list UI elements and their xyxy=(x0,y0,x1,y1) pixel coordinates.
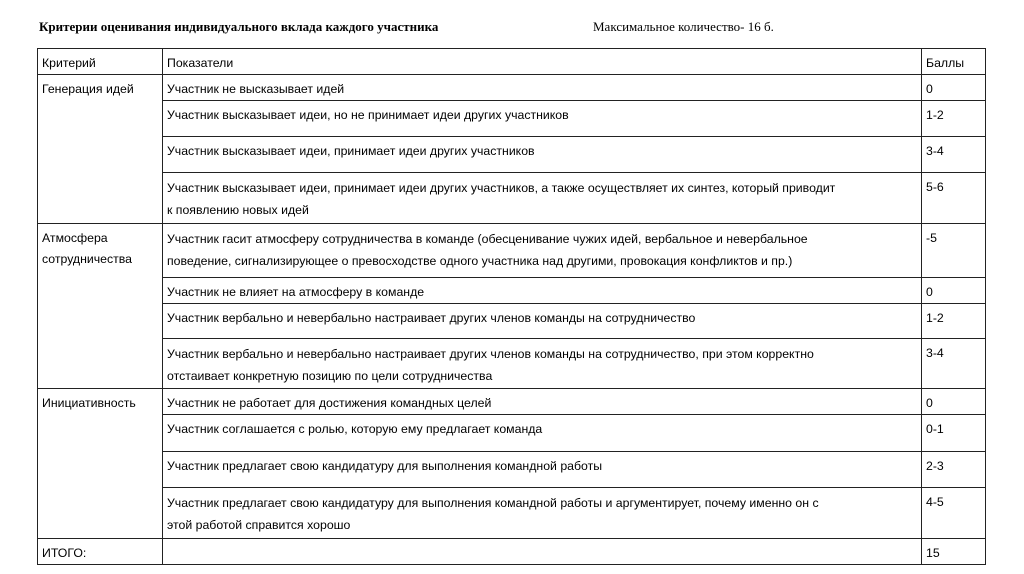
table-row xyxy=(38,101,986,137)
indicator-cell: Участник предлагает свою кандидатуру для выполнения командной работы и аргументирует, почему именно он с этой работой справится хорошо xyxy=(163,488,922,539)
indicator-cell: Участник не влияет на атмосферу в команде xyxy=(163,278,922,304)
indicator-cell: Участник не работает для достижения командных целей xyxy=(163,389,922,415)
total-empty xyxy=(163,539,922,565)
points-cell: 0-1 xyxy=(922,415,986,452)
total-label: ИТОГО: xyxy=(38,539,163,565)
table-row xyxy=(38,415,986,452)
indicator-cell: Участник вербально и невербально настраивает других членов команды на сотрудничество xyxy=(163,304,922,339)
criteria-table xyxy=(37,48,986,565)
points-cell: 1-2 xyxy=(922,304,986,339)
table-row xyxy=(38,488,986,539)
points-cell: 0 xyxy=(922,75,986,101)
table-row xyxy=(38,339,986,389)
table-row xyxy=(38,173,986,224)
points-cell: 3-4 xyxy=(922,137,986,173)
points-cell: 5-6 xyxy=(922,173,986,224)
points-cell: 0 xyxy=(922,389,986,415)
indicator-cell: Участник соглашается с ролью, которую ему предлагает команда xyxy=(163,415,922,452)
header-points: Баллы xyxy=(922,49,986,75)
total-row xyxy=(38,539,986,565)
indicator-cell: Участник высказывает идеи, принимает идеи других участников, а также осуществляет их синтез, который приводит к появлению новых идей xyxy=(163,173,922,224)
points-cell: 3-4 xyxy=(922,339,986,389)
indicator-cell: Участник вербально и невербально настраивает других членов команды на сотрудничество, при этом корректно отстаивает конкретную позицию по цели сотрудничества xyxy=(163,339,922,389)
table-row xyxy=(38,304,986,339)
max-score: Максимальное количество- 16 б. xyxy=(593,19,774,34)
criterion-cell: Атмосфера сотрудничества xyxy=(38,224,163,389)
points-cell: 4-5 xyxy=(922,488,986,539)
points-cell: 2-3 xyxy=(922,452,986,488)
indicator-cell: Участник предлагает свою кандидатуру для выполнения командной работы xyxy=(163,452,922,488)
indicator-cell: Участник высказывает идеи, но не принимает идеи других участников xyxy=(163,101,922,137)
criterion-cell: Генерация идей xyxy=(38,75,163,224)
indicator-cell: Участник высказывает идеи, принимает идеи других участников xyxy=(163,137,922,173)
indicator-cell: Участник гасит атмосферу сотрудничества в команде (обесценивание чужих идей, вербальное и невербальное поведение, сигнализирующее о превосходстве одного участника над другими, провокация конфликтов и пр.) xyxy=(163,224,922,278)
total-points: 15 xyxy=(922,539,986,565)
criterion-cell: Инициативность xyxy=(38,389,163,539)
table-row xyxy=(38,75,986,101)
points-cell: 1-2 xyxy=(922,101,986,137)
table-row xyxy=(38,278,986,304)
table-row xyxy=(38,137,986,173)
header-criterion: Критерий xyxy=(38,49,163,75)
table-row xyxy=(38,224,986,278)
points-cell: 0 xyxy=(922,278,986,304)
indicator-cell: Участник не высказывает идей xyxy=(163,75,922,101)
header-row xyxy=(38,49,986,75)
table-row xyxy=(38,452,986,488)
document-title: Критерии оценивания индивидуального вклада каждого участника xyxy=(39,19,439,34)
points-cell: -5 xyxy=(922,224,986,278)
header-indicators: Показатели xyxy=(163,49,922,75)
table-row xyxy=(38,389,986,415)
